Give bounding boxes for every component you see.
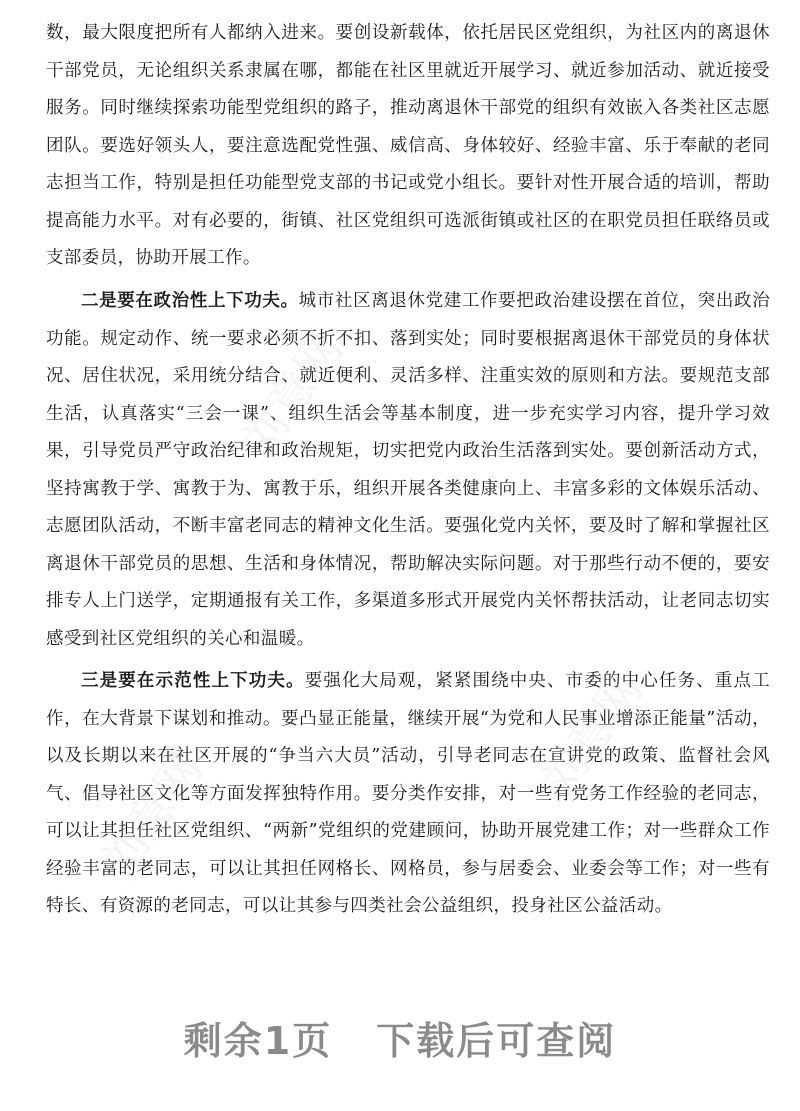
watermark: 刘意网 — [89, 742, 214, 887]
watermark: 刘意网 — [229, 322, 354, 467]
download-banner[interactable] — [0, 1010, 800, 1065]
paragraph-1: 数，最大限度把所有人都纳入进来。要创设新载体，依托居民区党组织，为社区内的离退休干部党员，无论组织关系隶属在哪，都能在社区里就近开展学习、就近参加活动、就近接受服务。同时继续探索功能型党组织的路子，推动离退休干部党的组织有效嵌入各类社区志愿团队。要选好领头人，要注意选配党性强、威信高、身体较好、经验丰富、乐于奉献的老同志担当工作，特别是担任功能型党支部的书记或党小组长。要针对性开展合适的培训，帮助提高能力水平。对有必要的，街镇、社区党组织可选派街镇或社区的在职党员担任联络员或支部委员，协助开展工作。 — [46, 23, 770, 268]
paragraph-3-body: 要强化大局观，紧紧围绕中央、市委的中心任务、重点工作，在大背景下谋划和推动。要凸显正能量，继续开展“为党和人民事业增添正能量”活动，以及长期以来在社区开展的“争当六大员”活动，引导老同志在宣讲党的政策、监督社会风气、倡导社区文化等方面发挥独特作用。要分类作安排，对一些有党务工作经验的老同志，可以让其担任社区党组织、“两新”党组织的党建顾问，协助开展党建工作；对一些群众工作经验丰富的老同志，可以让其担任网格长、网格员，参与居委会、业委会等工作；对一些有特长、有资源的老同志，可以让其参与四类社会公益组织，投身社区公益活动。 — [46, 671, 770, 916]
paragraph-2-body: 城市社区离退休党建工作要把政治建设摆在首位，突出政治功能。规定动作、统一要求必须不折不扣、落到实处；同时要根据离退休干部党员的身体状况、居住状况，采用统分结合、就近便利、灵活多样、注重实效的原则和方法。要规范支部生活，认真落实“三会一课”、组织生活会等基本制度，进一步充实学习内容，提升学习效果，引导党员严守政治纪律和政治规矩，切实把党内政治生活落到实处。要创新活动方式，坚持寓教于学、寓教于为、寓教于乐，组织开展各类健康向上、丰富多彩的文体娱乐活动、志愿团队活动，不断丰富老同志的精神文化生活。要强化党内关怀，要及时了解和掌握社区离退休干部党员的思想、生活和身体情况，帮助解决实际问题。对于那些行动不便的，要安排专人上门送学，定期通报有关工作，多渠道多形式开展党内关怀帮扶活动，让老同志切实感受到社区党组织的关心和温暖。 — [46, 291, 770, 649]
remaining-pages-label: 剩余1页 — [183, 1019, 333, 1063]
paragraph-2-lead: 二是要在政治性上下功夫。 — [81, 291, 299, 311]
cut-off-top-line — [46, 0, 770, 16]
paragraph-3 — [46, 663, 770, 926]
download-to-view-label: 下载后可查阅 — [376, 1019, 617, 1063]
paragraph-2 — [46, 283, 770, 658]
paragraph-3-lead: 三是要在示范性上下功夫。 — [81, 671, 305, 691]
watermark: 刘意网 — [529, 662, 654, 807]
